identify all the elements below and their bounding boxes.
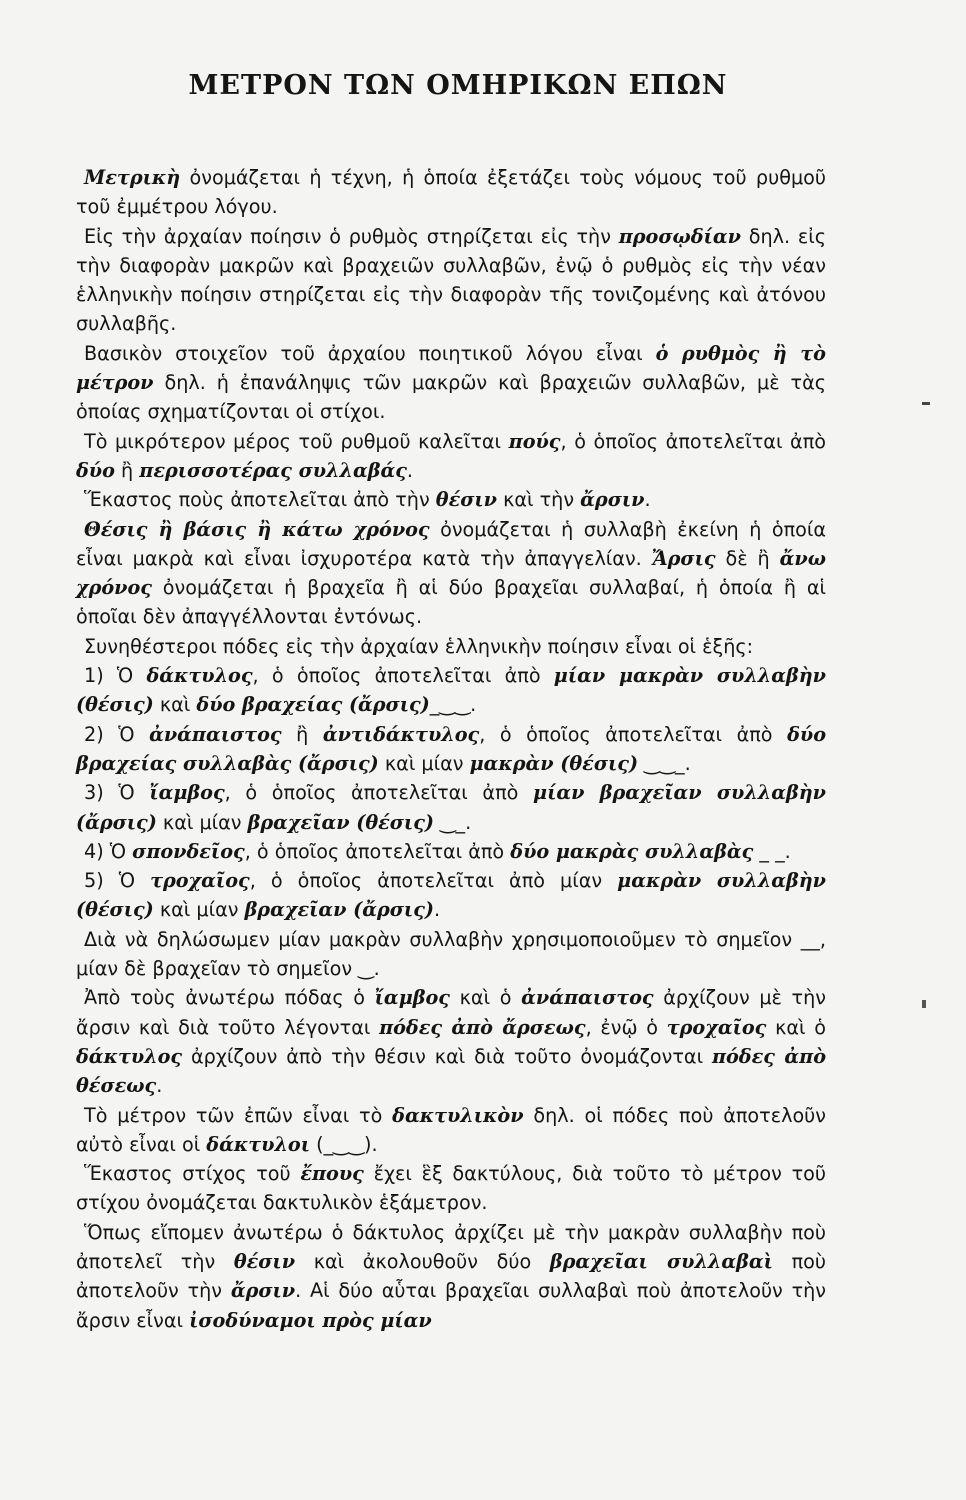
text-run: καὶ μίαν [156,810,248,834]
text-run: καὶ ὁ [766,1015,826,1039]
text-run: ἀρχίζουν ἀπὸ τὴν θέσιν καὶ διὰ τοῦτο ὀνομάζονται [182,1044,712,1068]
emphasized-term: δακτυλικὸν [392,1103,524,1127]
emphasized-term: ἀντιδάκτυλος [322,722,480,746]
emphasized-term: Ἄρσις [651,546,716,570]
paragraph [76,485,826,514]
text-run: καὶ μίαν [153,898,245,922]
emphasized-term: σπονδεῖος [132,839,245,863]
emphasized-term: περισσοτέρας συλλαβάς [139,458,407,482]
text-run: καὶ ἀκολουθοῦν δύο [295,1249,550,1273]
emphasized-term: δύο μακρὰς συλλαβὰς [510,839,754,863]
emphasized-term: βραχεῖαν (θέσις) [247,810,434,834]
text-run: 5) Ὁ [84,869,151,893]
paragraph [76,339,826,427]
emphasized-term: δύο βραχείας συλλαβὰς (ἄρσις) [76,722,827,775]
emphasized-term: βραχεῖαι συλλαβαὶ [549,1249,773,1273]
emphasized-term: δάκτυλοι [206,1132,311,1156]
text-run: Διὰ νὰ δηλώσωμεν μίαν μακρὰν συλλαβὴν χρησιμοποιοῦμεν τὸ σημεῖον __, μίαν δὲ βραχεῖαν τὸ σημεῖον ‿. [76,927,826,981]
text-run: ἢ [281,722,323,746]
emphasized-term: Θέσις ἢ βάσις ἢ κάτω χρόνος [84,517,430,541]
text-run: καὶ τὴν [496,488,581,512]
text-run: _‿‿. [429,693,477,717]
emphasized-term: δύο βραχείας (ἄρσις) [196,693,430,717]
emphasized-term: ἄρσιν [580,488,645,512]
text-run: Ἀπὸ τοὺς ἀνωτέρω πόδας ὁ [84,986,375,1010]
text-run: , ὁ ὁποῖος ἀποτελεῖται ἀπὸ [224,781,534,805]
emphasized-term: ἴαμβος [374,986,450,1010]
document-body [76,163,826,1335]
emphasized-term: βραχεῖαν (ἄρσις) [244,898,434,922]
emphasized-term: μακρὰν (θέσις) [469,751,639,775]
paragraph [76,1159,826,1218]
text-run: ἔχει ἓξ δακτύλους, διὰ τοῦτο τὸ μέτρον τοῦ στίχου ὀνομάζεται δακτυλικὸν ἑξάμετρον. [76,1162,826,1215]
paragraph [76,632,826,661]
text-run: ὀνομάζεται ἡ συλλαβὴ ἐκείνη ἡ ὁποία εἶναι μακρὰ καὶ εἶναι ἰσχυροτέρα κατὰ τὴν ἀπαγγελίαν. [76,517,826,570]
emphasized-term: ἄνω χρόνος [76,546,826,600]
emphasized-term: πόδες ἀπὸ ἄρσεως [379,1015,586,1039]
emphasized-term: δύο [76,458,115,482]
text-run: , ὁ ὁποῖος ἀποτελεῖται ἀπὸ [560,429,826,453]
text-run: Ἕκαστος στίχος τοῦ [84,1162,301,1186]
paragraph [76,515,826,632]
text-run: . [644,488,651,512]
text-run: 2) Ὁ [84,722,150,746]
emphasized-term: ἰσοδύναμοι πρὸς μίαν [189,1308,432,1332]
text-run: 3) Ὁ [84,781,150,805]
text-run: καὶ [153,693,197,717]
emphasized-term: Μετρικὴ [84,166,181,189]
text-run: Ἕκαστος ποὺς ἀποτελεῖται ἀπὸ τὴν [84,488,436,512]
text-run: ἀρχίζουν μὲ τὴν ἄρσιν καὶ διὰ τοῦτο λέγονται [76,986,826,1039]
text-run: Συνηθέστεροι πόδες εἰς τὴν ἀρχαίαν ἑλληνικὴν ποίησιν εἶναι οἱ ἑξῆς: [84,634,754,658]
emphasized-term: τροχαῖος [150,869,250,893]
text-run: Τὸ μικρότερον μέρος τοῦ ρυθμοῦ καλεῖται [84,429,509,453]
paragraph [76,1218,826,1335]
text-run: Βασικὸν στοιχεῖον τοῦ ἀρχαίου ποιητικοῦ λόγου εἶναι [84,341,656,365]
text-run: , ἐνῷ ὁ [585,1015,667,1039]
text-run: , ὁ ὁποῖος ἀποτελεῖται ἀπὸ μίαν [249,869,618,893]
paragraph [76,983,826,1100]
paragraph [76,925,826,984]
text-run: ‿_. [433,810,472,834]
text-run: . [433,898,441,922]
emphasized-term: μακρὰν συλλαβὴν (θέσις) [76,869,826,922]
text-run: 1) Ὁ [84,664,147,688]
text-run: ὀνομάζεται ἡ τέχνη, ἡ ὁποία ἐξετάζει τοὺς νόμους τοῦ ρυθμοῦ τοῦ ἐμμέτρου λόγου. [76,166,826,219]
text-run: , ὁ ὁποῖος ἀποτελεῖται ἀπὸ [252,664,554,688]
emphasized-term: ἔπους [300,1162,364,1186]
text-run: δηλ. οἱ πόδες ποὺ ἀποτελοῦν αὐτὸ εἶναι οἱ [76,1103,826,1156]
paragraph [76,1101,826,1160]
emphasized-term: ἴαμβος [149,781,225,805]
emphasized-term: δάκτυλος [146,664,253,688]
emphasized-term: προσῳδίαν [618,224,741,248]
paragraph [76,222,826,339]
text-run: , ὁ ὁποῖος ἀποτελεῖται ἀπὸ [244,839,511,863]
text-run: 4) Ὁ [84,839,133,863]
emphasized-term: πούς [508,429,561,453]
text-run: Ὅπως εἴπομεν ἀνωτέρω ὁ δάκτυλος ἀρχίζει μὲ τὴν μακρὰν συλλαβὴν ποὺ ἀποτελεῖ τὴν [76,1220,826,1273]
emphasized-term: δάκτυλος [76,1044,183,1068]
paragraph [76,163,826,222]
emphasized-term: μίαν βραχεῖαν συλλαβὴν (ἄρσις) [76,781,826,834]
text-run: δηλ. εἰς τὴν διαφορὰν μακρῶν καὶ βραχειῶν συλλαβῶν, ἐνῷ ὁ ρυθμὸς εἰς τὴν νέαν ἑλληνικὴν ποίησιν στηρίζεται εἰς τὴν διαφορὰν τῆς τονιζομένης καὶ ἀτόνου συλλαβῆς. [76,224,826,336]
text-run: ὀνομάζεται ἡ βραχεῖα ἢ αἱ δύο βραχεῖαι συλλαβαί, ἡ ὁποία ἢ αἱ ὁποῖαι δὲν ἀπαγγέλλονται ἐντόνως. [76,576,826,629]
text-run: . [406,458,414,482]
text-run: _ _. [753,839,791,863]
emphasized-term: ὁ ρυθμὸς ἢ τὸ μέτρον [76,341,826,395]
text-run: , ὁ ὁποῖος ἀποτελεῖται ἀπὸ [479,722,788,746]
emphasized-term: τροχαῖος [666,1015,767,1039]
text-run: καὶ μίαν [378,751,470,775]
text-run: δὲ ἢ [715,546,780,570]
paragraph [76,778,826,837]
emphasized-term: θέσιν [435,488,497,512]
paragraph [76,427,826,486]
text-run: (_‿‿). [310,1132,378,1156]
paragraph [76,720,826,779]
text-run: ‿‿_. [638,751,691,775]
margin-mark [922,402,930,405]
emphasized-term: ἄρσιν [230,1279,296,1303]
emphasized-term: πόδες ἀπὸ θέσεως [76,1044,826,1098]
emphasized-term: θέσιν [233,1249,296,1273]
text-run: Τὸ μέτρον τῶν ἐπῶν εἶναι τὸ [84,1103,393,1127]
text-run: δηλ. ἡ ἐπανάληψις τῶν μακρῶν καὶ βραχειῶν συλλαβῶν, μὲ τὰς ὁποίας σχηματίζονται οἱ στίχοι. [76,371,826,424]
text-run: ποὺ ἀποτελοῦν τὴν [76,1249,826,1303]
text-run: ἢ [114,458,140,482]
text-run: . [156,1074,163,1098]
emphasized-term: ἀνάπαιστος [149,722,282,746]
text-run: . Αἱ δύο αὗται βραχεῖαι συλλαβαὶ ποὺ ἀποτελοῦν τὴν ἄρσιν εἶναι [76,1279,826,1332]
emphasized-term: ἀνάπαιστος [521,986,654,1010]
paragraph [76,866,826,925]
text-run: καὶ ὁ [449,986,522,1010]
page-title: ΜΕΤΡΟΝ ΤΩΝ ΟΜΗΡΙΚΩΝ ΕΠΩΝ [188,70,728,101]
emphasized-term: μίαν μακρὰν συλλαβὴν (θέσις) [76,664,826,717]
paragraph [76,837,826,866]
margin-mark [922,1000,926,1008]
text-run: Εἰς τὴν ἀρχαίαν ποίησιν ὁ ρυθμὸς στηρίζεται εἰς τὴν [84,224,619,248]
paragraph [76,661,826,720]
